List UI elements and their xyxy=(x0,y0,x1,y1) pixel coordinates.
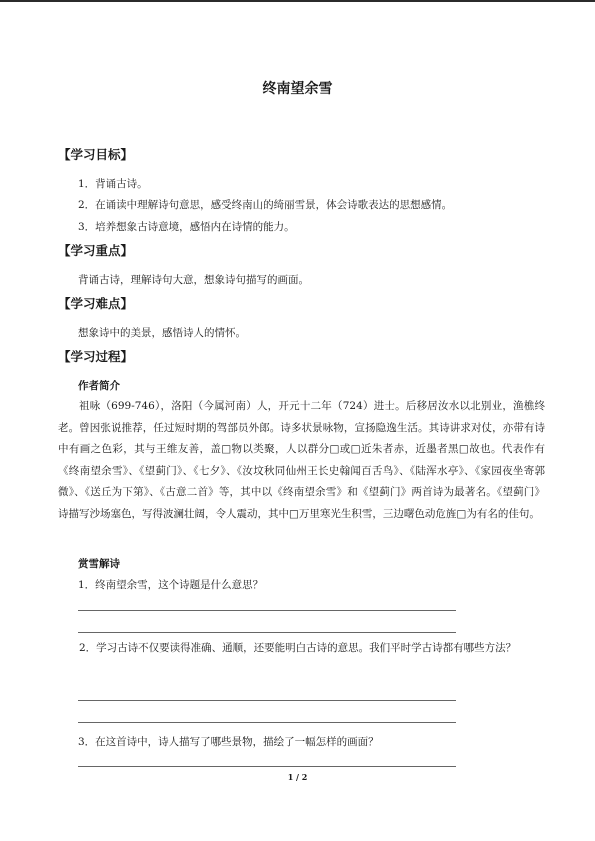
page-title: 终南望余雪 xyxy=(262,81,333,97)
key-points-heading: 【学习重点】 xyxy=(58,243,134,258)
key-points-text: 背诵古诗，理解诗句大意，想象诗句描写的画面。 xyxy=(78,274,309,286)
answer-line-3[interactable] xyxy=(78,700,456,701)
answer-line-4[interactable] xyxy=(78,722,456,723)
appreciation-heading: 赏雪解诗 xyxy=(78,558,120,570)
goals-heading: 【学习目标】 xyxy=(58,147,134,162)
difficulties-text: 想象诗中的美景，感悟诗人的情怀。 xyxy=(78,327,246,339)
goal-item-2: 2．在诵读中理解诗句意思，感受终南山的绮丽雪景，体会诗歌表达的思想感情。 xyxy=(78,199,453,211)
author-heading: 作者简介 xyxy=(78,380,120,392)
answer-line-2[interactable] xyxy=(78,632,456,633)
author-intro: 祖咏（699-746），洛阳（今属河南）人，开元十二年（724）进士。后移居汝水以北别业，渔樵终老。曾因张说推荐，任过短时期的驾部员外郎。诗多状景咏物，宣扬隐逸生活。其诗讲求对仗，亦带有诗中有画之色彩，其与王维友善，盖□物以类聚，人以群分□或□近朱者赤，近墨者黑□故也。代表作有《终南望余雪》、《望蓟门》、《七夕》、《汝坟秋同仙州王长史翰闻百舌鸟》、《陆浑水亭》、《家园夜坐寄郭微》、《送丘为下第》、《古意二首》等，其中以《终南望余雪》和《望蓟门》两首诗为最著名。《望蓟门》诗描写沙场塞色，写得波澜壮阔，令人震动，其中□万里寒光生积雪，三边曙色动危旌□为有名的佳句。 xyxy=(58,400,545,520)
process-heading: 【学习过程】 xyxy=(58,349,134,364)
answer-line-1[interactable] xyxy=(78,610,456,611)
difficulties-heading: 【学习难点】 xyxy=(58,296,134,311)
goal-item-1: 1．背诵古诗。 xyxy=(78,178,148,190)
question-2: 2．学习古诗不仅要读得准确、通顺，还要能明白古诗的意思。我们平时学古诗都有哪些方法？ xyxy=(79,642,517,654)
goal-item-3: 3．培养想象古诗意境，感悟内在诗情的能力。 xyxy=(78,221,295,233)
question-3: 3．在这首诗中，诗人描写了哪些景物，描绘了一幅怎样的画面？ xyxy=(78,736,379,748)
question-1: 1．终南望余雪，这个诗题是什么意思？ xyxy=(78,579,264,591)
answer-line-5[interactable] xyxy=(78,766,456,767)
page-top-border xyxy=(0,0,595,2)
page-number: 1 / 2 xyxy=(287,772,308,782)
